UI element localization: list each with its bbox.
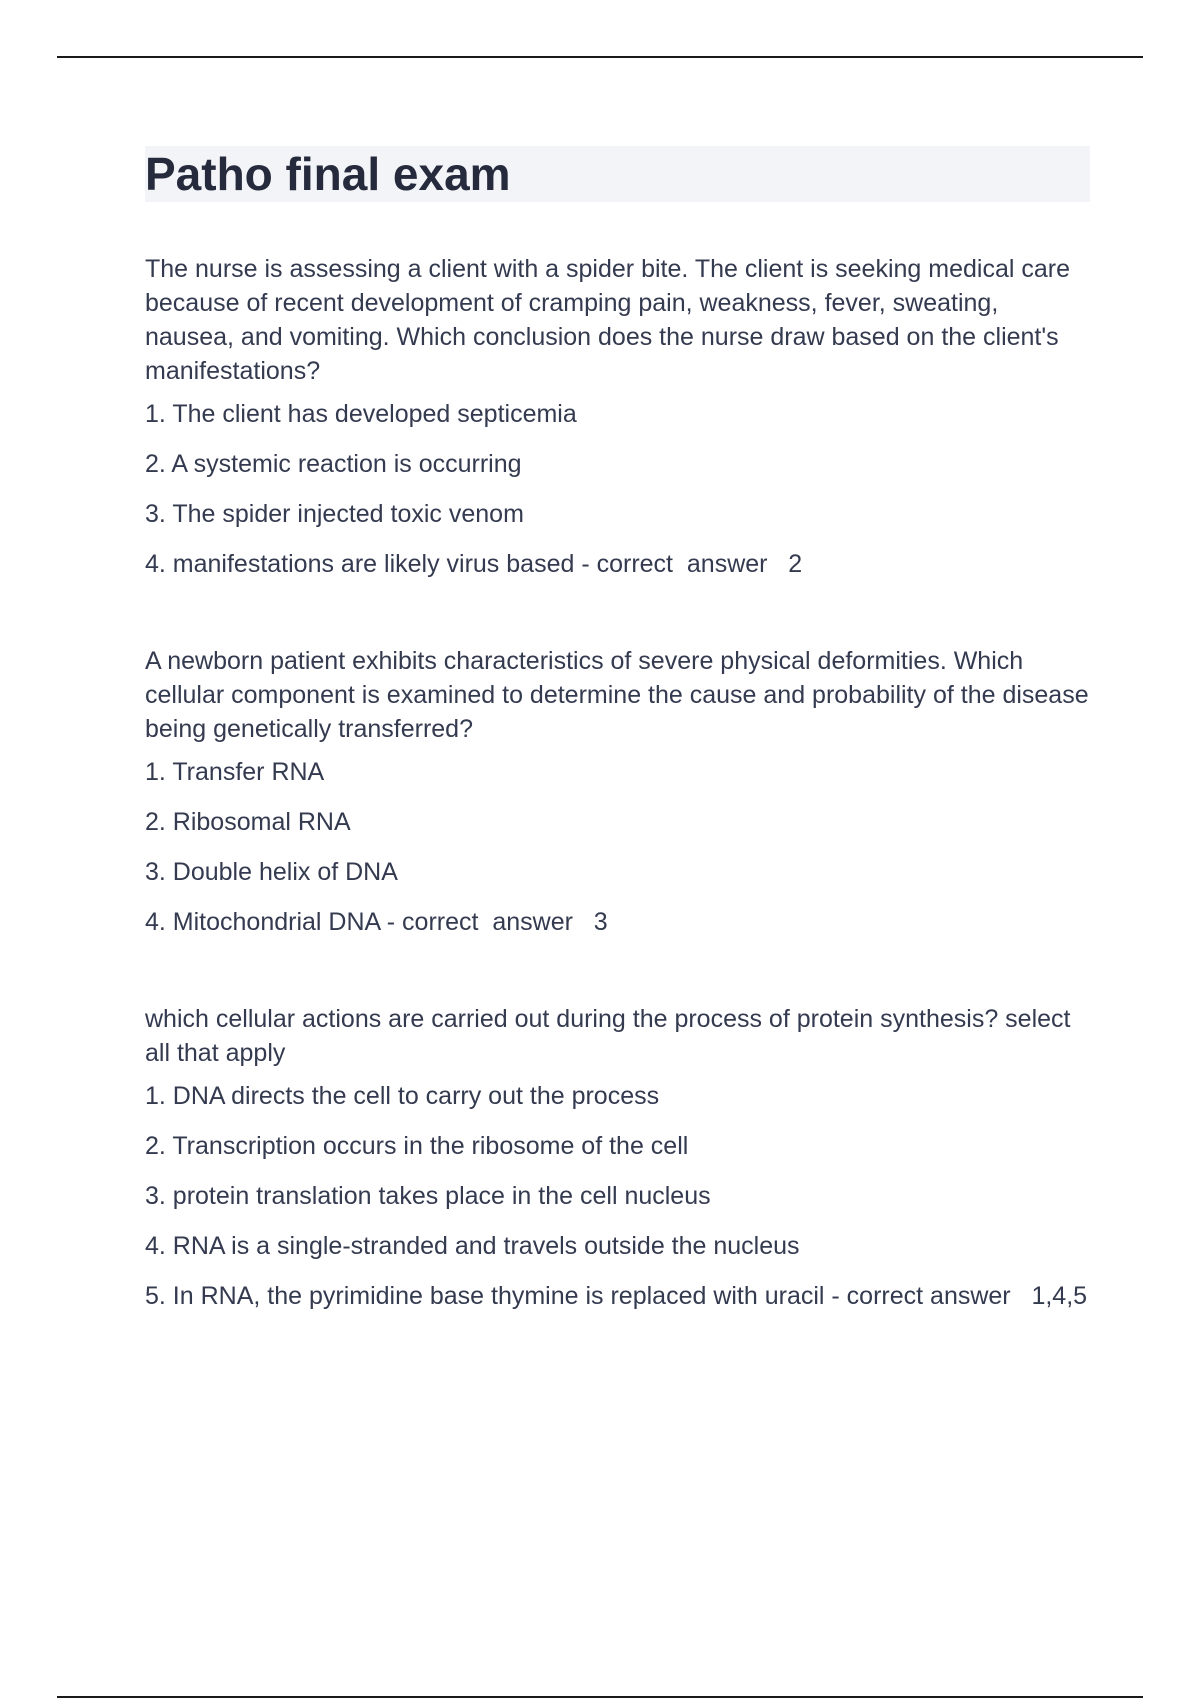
question-stem: The nurse is assessing a client with a spider bite. The client is seeking medical care because of recent development of cramping pain, weakness, fever, sweating, nausea, and vomiting. Which conclusion does the nurse draw based on the client's manifestations?: [145, 255, 1070, 385]
answer-option: 3. The spider injected toxic venom: [145, 500, 524, 528]
answer-option: 4. RNA is a single-stranded and travels outside the nucleus: [145, 1232, 800, 1260]
bottom-rule: [57, 1696, 1143, 1698]
answer-option: 3. protein translation takes place in the cell nucleus: [145, 1182, 711, 1210]
question-3: [145, 1002, 1090, 1313]
answer-option-with-key: 4. Mitochondrial DNA - correct answer 3: [145, 908, 608, 936]
answer-option: 2. Ribosomal RNA: [145, 808, 351, 836]
answer-option-with-key: 4. manifestations are likely virus based - correct answer 2: [145, 550, 803, 578]
question-stem: A newborn patient exhibits characteristics of severe physical deformities. Which cellular component is examined to determine the cause and probability of the disease being genetically transferred?: [145, 647, 1089, 743]
answer-option: 1. Transfer RNA: [145, 758, 325, 786]
answer-option: 1. DNA directs the cell to carry out the process: [145, 1082, 660, 1110]
question-2: [145, 644, 1090, 939]
title-band: [145, 146, 1090, 202]
top-rule: [57, 56, 1143, 58]
answer-option: 2. A systemic reaction is occurring: [145, 450, 522, 478]
question-stem: which cellular actions are carried out during the process of protein synthesis? select all that apply: [145, 1005, 1071, 1067]
answer-option: 3. Double helix of DNA: [145, 858, 398, 886]
answer-option-with-key: 5. In RNA, the pyrimidine base thymine is replaced with uracil - correct answer 1,4,5: [145, 1282, 1088, 1310]
question-1: [145, 252, 1090, 581]
answer-option: 2. Transcription occurs in the ribosome of the cell: [145, 1132, 689, 1160]
document-title: Patho final exam: [145, 148, 511, 200]
answer-option: 1. The client has developed septicemia: [145, 400, 577, 428]
document-body: [145, 146, 1090, 1313]
